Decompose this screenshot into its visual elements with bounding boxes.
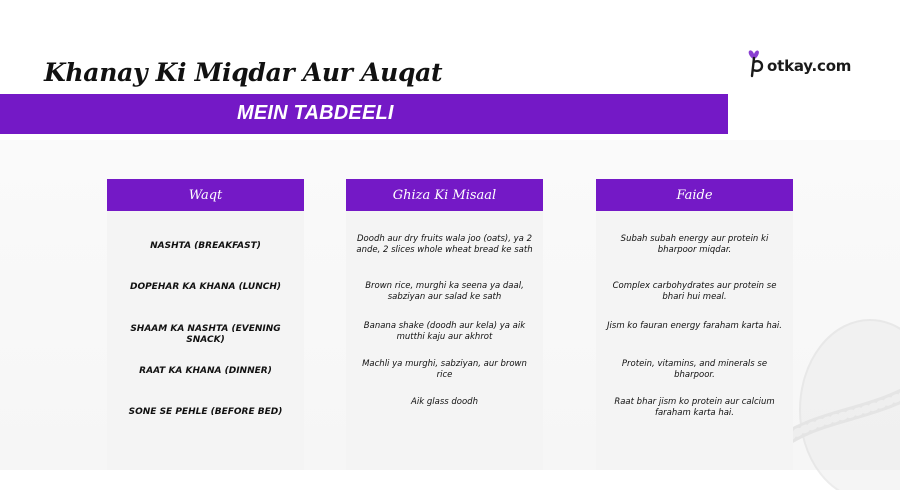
time-cell: SHAAM KA NASHTA (EVENING SNACK)	[130, 324, 281, 345]
column-heading: Ghiza Ki Misaal	[346, 179, 543, 211]
time-cell: RAAT KA KHANA (DINNER)	[139, 366, 272, 376]
column-heading: Faide	[596, 179, 793, 211]
benefit-cell: Protein, vitamins, and minerals se bharpoor.	[621, 359, 768, 380]
food-cell: Machli ya murghi, sabziyan, aur brown rice	[362, 359, 527, 380]
column-waqt	[107, 179, 304, 470]
benefit-cell: Complex carbohydrates aur protein se bhari hui meal.	[612, 281, 777, 302]
column-faide	[596, 179, 793, 470]
page-subtitle: MEIN TABDEELI	[237, 102, 394, 124]
benefit-cell: Raat bhar jism ko protein aur calcium faraham karta hai.	[614, 397, 775, 418]
logo-text: otkay.com	[767, 57, 852, 75]
column-heading: Waqt	[107, 179, 304, 211]
time-cell: NASHTA (BREAKFAST)	[150, 241, 261, 251]
food-cell: Brown rice, murghi ka seena ya daal, sabziyan aur salad ke sath	[365, 281, 524, 302]
benefit-cell: Subah subah energy aur protein ki bharpoor miqdar.	[620, 234, 769, 255]
column-ghiza-ki-misaal	[346, 179, 543, 470]
benefit-cell: Jism ko fauran energy faraham karta hai.	[607, 321, 782, 331]
time-cell: SONE SE PEHLE (BEFORE BED)	[128, 407, 283, 417]
food-cell: Aik glass doodh	[411, 397, 478, 407]
page-title: Khanay Ki Miqdar Aur Auqat	[44, 58, 443, 87]
brand-logo[interactable]	[744, 48, 851, 78]
food-cell: Doodh aur dry fruits wala joo (oats), ya 2 ande, 2 slices whole wheat bread ke sath	[356, 234, 533, 255]
food-cell: Banana shake (doodh aur kela) ya aik mutthi kaju aur akhrot	[363, 321, 526, 342]
time-cell: DOPEHAR KA KHANA (LUNCH)	[129, 282, 282, 292]
